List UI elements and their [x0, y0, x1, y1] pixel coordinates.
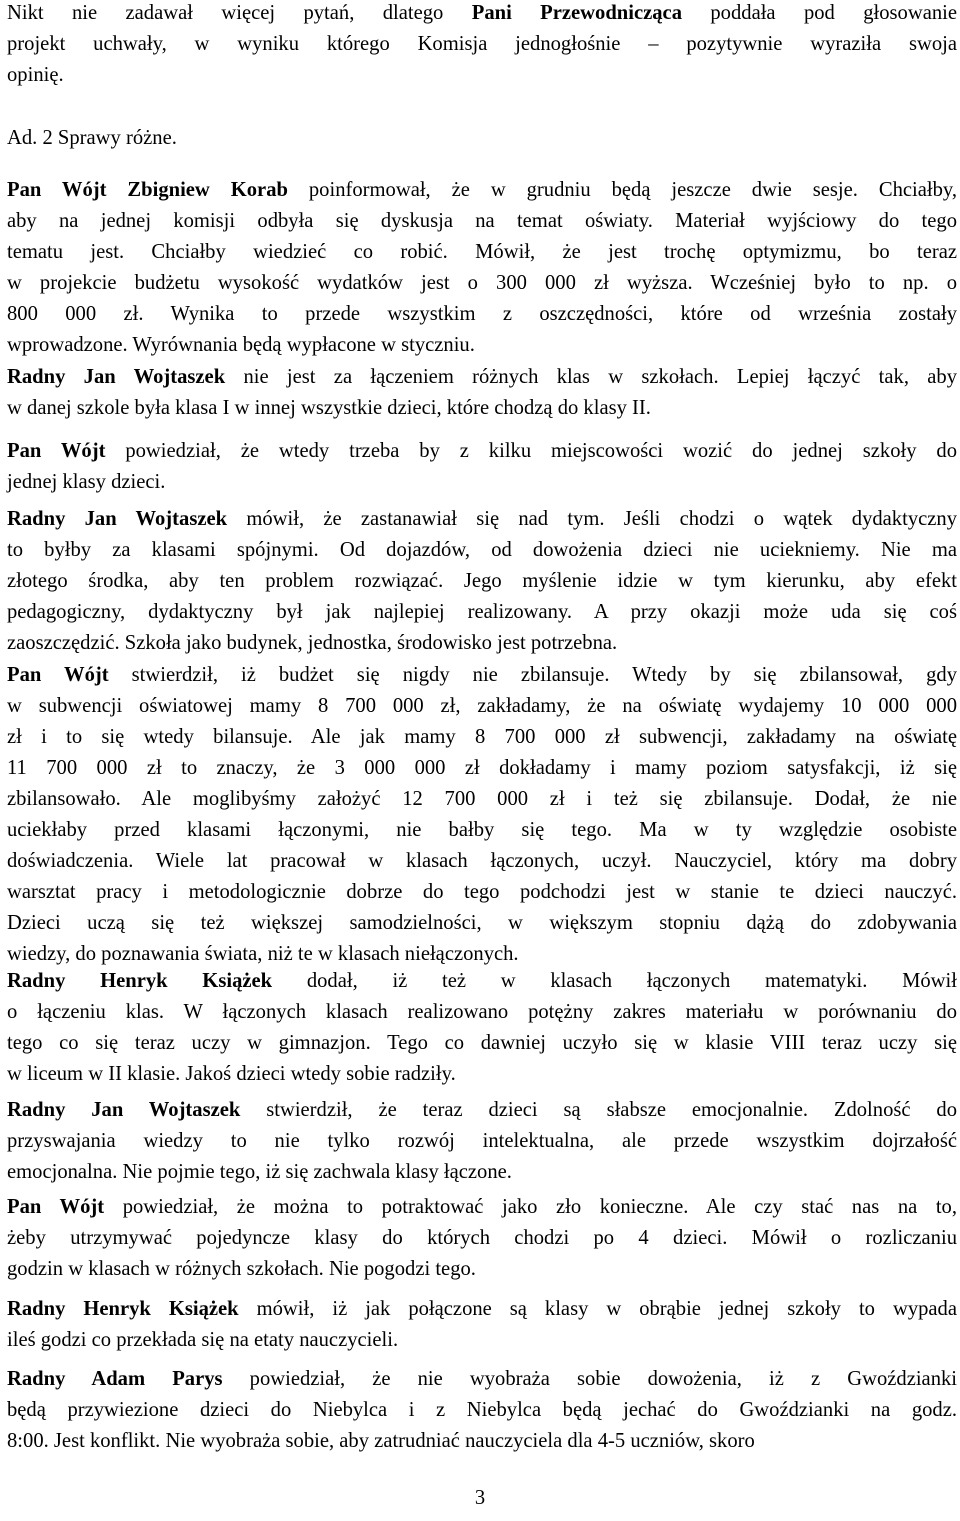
text-segment: uciekłaby przed klasami łączonymi, nie bałby się tego. Ma w ty względzie osobiste	[7, 819, 957, 841]
text-segment: mówił, że zastanawiał się nad tym. Jeśli chodzi o wątek dydaktyczny	[227, 508, 957, 530]
text-segment: powiedział, że wtedy trzeba by z kilku miejscowości wozić do jednej szkoły do	[105, 440, 957, 462]
text-segment: pedagogiczny, dydaktyczny był jak najlepiej realizowany. A przy okazji może uda się coś	[7, 601, 957, 623]
text-segment: 8:00. Jest konflikt. Nie wyobraża sobie, aby zatrudniać nauczyciela dla 4-5 uczniów, skoro	[7, 1430, 755, 1452]
text-line	[7, 908, 957, 939]
text-line	[7, 1223, 957, 1254]
text-segment: aby na jednej komisji odbyła się dyskusja na temat oświaty. Materiał wyjściowy do tego	[7, 210, 957, 232]
text-segment: w projekcie budżetu wysokość wydatków jest o 300 000 zł wyższa. Wcześniej było to np. o	[7, 272, 957, 294]
text-segment: stwierdził, iż budżet się nigdy nie zbilansuje. Wtedy by się zbilansował, gdy	[108, 664, 957, 686]
text-segment: Dzieci uczą się też większej samodzielności, w większym stopniu dążą do zdobywania	[7, 912, 957, 934]
speaker-name: Radny Henryk Książek	[7, 970, 273, 992]
text-segment: poddała pod głosowanie	[682, 2, 958, 24]
text-line	[7, 997, 957, 1028]
text-segment: to byłby za klasami spójnymi. Od dojazdów, od dowożenia dzieci nie uciekniemy. Nie ma	[7, 539, 957, 561]
text-segment: zbilansowało. Ale moglibyśmy założyć 12 700 000 zł i też się zbilansuje. Dodał, że nie	[7, 788, 957, 810]
text-segment: Ad. 2 Sprawy różne.	[7, 127, 177, 149]
text-segment: stwierdził, że teraz dzieci są słabsze emocjonalnie. Zdolność do	[240, 1099, 958, 1121]
text-segment: jednej klasy dzieci.	[7, 471, 166, 493]
text-segment: przyswajania wiedzy to nie tylko rozwój intelektualna, ale przede wszystkim dojrzałość	[7, 1130, 957, 1152]
text-segment: zaoszczędzić. Szkoła jako budynek, jednostka, środowisko jest potrzebna.	[7, 632, 618, 654]
text-segment: godzin w klasach w różnych szkołach. Nie pogodzi tego.	[7, 1258, 476, 1280]
text-line	[7, 1157, 957, 1188]
text-segment: złotego środka, aby ten problem rozwiązać. Jego myślenie idzie w tym kierunku, aby efekt	[7, 570, 957, 592]
text-segment: wprowadzone. Wyrównania będą wypłacone w styczniu.	[7, 334, 475, 356]
text-segment: 11 700 000 zł to znaczy, że 3 000 000 zł dokładamy i mamy poziom satysfakcji, iż się	[7, 757, 957, 779]
paragraph-voting	[7, 0, 957, 91]
text-segment: tego co się teraz uczy w gimnazjon. Tego co dawniej uczyło się w klasie VIII teraz uczy się	[7, 1032, 957, 1054]
text-segment: zł i to się wtedy bilansuje. Ale jak mamy 8 700 000 zł subwencji, zakładamy na oświatę	[7, 726, 957, 748]
text-line	[7, 206, 957, 237]
text-line	[7, 566, 957, 597]
text-line	[7, 1395, 957, 1426]
speaker-name: Pan Wójt	[7, 1196, 105, 1218]
text-segment: emocjonalna. Nie pojmie tego, iż się zachwala klasy łączone.	[7, 1161, 512, 1183]
text-line	[7, 1254, 957, 1285]
speaker-name: Pani Przewodnicząca	[471, 2, 682, 24]
text-line	[7, 1028, 957, 1059]
text-line	[7, 299, 957, 330]
paragraph-wojtaszek-3	[7, 1095, 957, 1188]
paragraph-wojt-intro	[7, 175, 957, 361]
text-line	[7, 846, 957, 877]
text-line	[7, 1059, 957, 1090]
text-line	[7, 1126, 957, 1157]
text-line	[7, 362, 957, 393]
text-line	[7, 60, 957, 91]
text-segment: wiedzy, do poznawania świata, niż te w klasach niełączonych.	[7, 943, 519, 965]
text-segment: żeby utrzymywać pojedyncze klasy do których chodzi po 4 dzieci. Mówił o rozliczaniu	[7, 1227, 957, 1249]
paragraph-wojt-3	[7, 1192, 957, 1285]
text-segment: projekt uchwały, w wyniku którego Komisja jednogłośnie – pozytywnie wyraziła swoja	[7, 33, 957, 55]
text-line	[7, 753, 957, 784]
text-line	[7, 393, 957, 424]
text-line	[7, 1294, 957, 1325]
text-line	[7, 966, 957, 997]
text-line	[7, 436, 957, 467]
text-segment: warsztat pracy i metodologicznie dobrze do tego podchodzi jest w stanie te dzieci nauczyć.	[7, 881, 957, 903]
text-line	[7, 1426, 957, 1457]
text-segment: w danej szkole była klasa I w innej wszystkie dzieci, które chodzą do klasy II.	[7, 397, 651, 419]
text-segment: w liceum w II klasie. Jakoś dzieci wtedy sobie radziły.	[7, 1063, 456, 1085]
speaker-name: Radny Adam Parys	[7, 1368, 223, 1390]
text-line	[7, 628, 957, 659]
text-line	[7, 467, 957, 498]
text-line	[7, 1364, 957, 1395]
speaker-name: Pan Wójt Zbigniew Korab	[7, 179, 288, 201]
text-line	[7, 597, 957, 628]
paragraph-parys	[7, 1364, 957, 1457]
text-segment: nie jest za łączeniem różnych klas w szkołach. Lepiej łączyć tak, aby	[225, 366, 957, 388]
text-segment: w subwencji oświatowej mamy 8 700 000 zł, zakładamy, że na oświatę wydajemy 10 000 000	[7, 695, 957, 717]
text-segment: poinformował, że w grudniu będą jeszcze dwie sesje. Chciałby,	[287, 179, 957, 201]
text-segment: tematu jest. Chciałby wiedzieć co robić. Mówił, że jest trochę optymizmu, bo teraz	[7, 241, 957, 263]
text-line	[7, 877, 957, 908]
text-segment: doświadczenia. Wiele lat pracował w klasach łączonych, uczył. Nauczyciel, który ma dobry	[7, 850, 957, 872]
text-line	[7, 175, 957, 206]
paragraph-wojt-2	[7, 436, 957, 498]
text-line	[7, 660, 957, 691]
paragraph-wojtaszek-1	[7, 362, 957, 424]
text-segment: powiedział, że nie wyobraża sobie dowożenia, iż z Gwoździanki	[222, 1368, 958, 1390]
paragraph-wojtaszek-2	[7, 504, 957, 659]
speaker-name: Pan Wójt	[7, 440, 106, 462]
speaker-name: Radny Henryk Książek	[7, 1298, 239, 1320]
text-segment: będą przywiezione dzieci do Niebylca i z Niebylca będą jechać do Gwoździanki na godz.	[7, 1399, 957, 1421]
text-line	[7, 1325, 957, 1356]
speaker-name: Radny Jan Wojtaszek	[7, 366, 226, 388]
text-segment: Nikt nie zadawał więcej pytań, dlatego	[7, 2, 472, 24]
page-number: 3	[474, 1487, 486, 1509]
text-segment: powiedział, że można to potraktować jako zło konieczne. Ale czy stać nas na to,	[104, 1196, 957, 1218]
text-line	[7, 123, 957, 154]
paragraph-ksiazek-1	[7, 966, 957, 1090]
paragraph-wojt-budget	[7, 660, 957, 970]
text-segment: dodał, iż też w klasach łączonych matematyki. Mówił	[272, 970, 957, 992]
text-line	[7, 535, 957, 566]
text-segment: ileś godzi co przekłada się na etaty nauczycieli.	[7, 1329, 399, 1351]
text-line	[7, 691, 957, 722]
text-line	[7, 330, 957, 361]
speaker-name: Radny Jan Wojtaszek	[7, 508, 228, 530]
speaker-name: Radny Jan Wojtaszek	[7, 1099, 241, 1121]
text-line	[7, 1192, 957, 1223]
text-line	[7, 1095, 957, 1126]
text-line	[7, 268, 957, 299]
text-line	[7, 815, 957, 846]
text-segment: mówił, iż jak połączone są klasy w obrąbie jednej szkoły to wypada	[238, 1298, 957, 1320]
speaker-name: Pan Wójt	[7, 664, 109, 686]
text-segment: o łączeniu klas. W łączonych klasach realizowano potężny zakres materiału w porównaniu do	[7, 1001, 957, 1023]
text-line	[7, 237, 957, 268]
text-line	[7, 722, 957, 753]
text-line	[7, 784, 957, 815]
paragraph-ksiazek-2	[7, 1294, 957, 1356]
text-line	[7, 0, 957, 29]
agenda-heading	[7, 123, 957, 154]
text-line	[7, 29, 957, 60]
text-line	[7, 504, 957, 535]
text-segment: opinię.	[7, 64, 64, 86]
text-segment: 800 000 zł. Wynika to przede wszystkim z oszczędności, które od września zostały	[7, 303, 957, 325]
